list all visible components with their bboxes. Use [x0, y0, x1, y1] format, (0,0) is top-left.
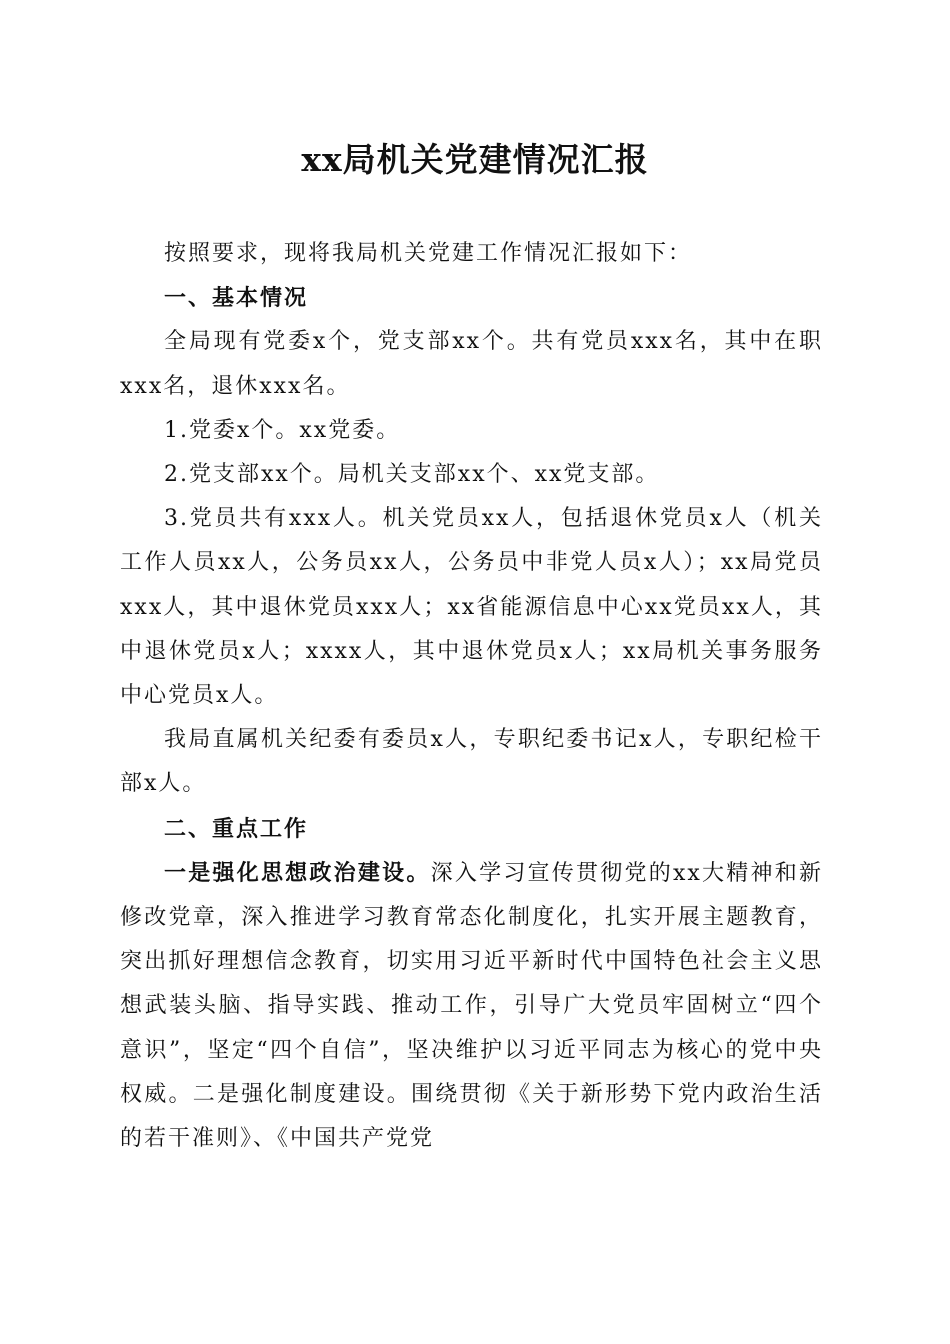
- section-heading-key-work: 二、重点工作: [164, 815, 309, 842]
- section-heading-basic: 一、基本情况: [164, 285, 309, 312]
- list-item-party-members: 3.党员共有xxx人。机关党员xx人，包括退休党员x人（机关工作人员xx人，公务员xx人，公务员中非党人员x人）；xx局党员xxx人，其中退休党员xxx人；xx省能源信息中心xx党员xx人，其中退休党员x人；xxxx人，其中退休党员x人；xx局机关事务服务中心党员x人。: [120, 506, 823, 709]
- list-item-party-branch: 2.党支部xx个。局机关支部xx个、xx党支部。: [164, 462, 660, 488]
- paragraph-key-work: [120, 851, 823, 1161]
- intro-paragraph: 按照要求，现将我局机关党建工作情况汇报如下：: [164, 241, 693, 266]
- document-title: xx局机关党建情况汇报: [301, 140, 649, 179]
- paragraph-discipline-committee: 我局直属机关纪委有委员x人，专职纪委书记x人，专职纪检干部x人。: [120, 727, 823, 797]
- paragraph-party-overview: 全局现有党委x个，党支部xx个。共有党员xxx名，其中在职xxx名，退休xxx名。: [120, 329, 823, 399]
- paragraph-key-work-text: 深入学习宣传贯彻党的xx大精神和新修改党章，深入推进学习教育常态化制度化，扎实开展主题教育，突出抓好理想信念教育，切实用习近平新时代中国特色社会主义思想武装头脑、指导实践、推动工作，引导广大党员牢固树立“四个意识”，坚定“四个自信”，坚决维护以习近平同志为核心的党中央权威。二是强化制度建设。围绕贯彻《关于新形势下党内政治生活的若干准则》、《中国共产党党: [120, 860, 823, 1152]
- paragraph-lead: 一是强化思想政治建设。: [164, 859, 431, 886]
- document-body: [120, 232, 823, 1161]
- list-item-party-committee: 1.党委x个。xx党委。: [164, 417, 401, 443]
